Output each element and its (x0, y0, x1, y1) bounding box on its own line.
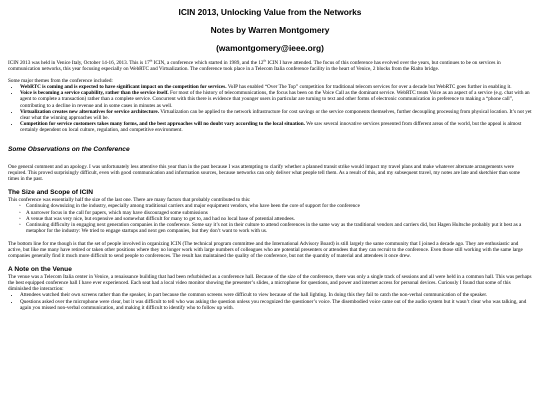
section-heading-venue: A Note on the Venue (8, 266, 72, 274)
list-item: ◦ Continuing difficulty in engaging next generation companies in the conference. Some say it’s not in their culture to attend conferences in the same way as the traditional vendors and carriers did, but Hagen Hultsche probably put it best as a metaphor for the industry: We tried to engage startups and next gen companies, but they don’t want to work with us. (26, 222, 532, 234)
email-line: (wamontgomery@ieee.org) (216, 43, 324, 53)
list-item: ◦ A narrower focus in the call for papers, which may have discouraged some submissions (26, 210, 532, 216)
list-item: • Attendees watched their own screens rather than the speaker, in part because the common screens were difficult to view because of the hall lighting. In doing this they fail to catch the non-verbal communication of the speaker. (20, 292, 532, 298)
themes-list (8, 84, 532, 133)
author-line: Notes by Warren Montgomery (210, 25, 330, 35)
intro-paragraph: ICIN 2013 was held in Venice Italy, October 14-16, 2013. This is 17th ICIN, a conference which started in 1989, and the 12th ICIN I have attended. The focus of this conference has evolved over the years, but continues to be on services in communication networks, this year focusing especially on WebRTC and Virtualization. The conference took place in a Telecom Italia conference facility in the heart of Venice, 2 blocks from the Rialto bridge. (8, 58, 501, 73)
observations-paragraph: One general comment and an apology. I was unfortunately less attentive this year than in the past because I was attempting to clarify whether a planned transit strike would impact my travel plans and make whatever alternate arrangements were required. This proved surprisingly difficult, even with good communication and information sources, because networks can only deliver what people tell them. As a result of this, and my subsequent travel, my notes are late and sketchier than some times in the past. (8, 164, 520, 183)
list-item: ◦ Continuing downsizing in the industry, especially among traditional carriers and major equipment vendors, who have been the core of support for the conference (26, 203, 532, 209)
size-scope-lead: This conference was essentially half the size of the last one. There are many factors that probably contributed to this: (8, 197, 251, 204)
size-scope-bottom-paragraph: The bottom line for me though is that the set of people involved in organizing ICIN (The technical program committee and the International Advisory Board) is still largely the same community that I joined a decade ago. They are enthusiastic and active, but like me many have retired or taken other positions where they no longer work with large numbers of colleagues who are potential presenters or attendees that they can recruit to the conference. Even those still working with the same large companies generally find it much more difficult to send people to conferences. The result has maintained the quality of the conference, but not the quantity of material and attendees it once drew. (8, 240, 523, 260)
themes-label: Some major themes from the conference included: (8, 78, 113, 85)
list-item: • WebRTC is coming and is expected to have significant impact on the competition for services. VoIP has enabled “Over The Top” competition for traditional telecom services for over a decade but WebRTC goes further in enabling it. (20, 84, 532, 90)
size-scope-list (8, 203, 532, 233)
list-item: • Voice is becoming a service capability, rather than the service itself. For most of the history of telecommunications, the focus has been on the Voice Call as the dominant service. WebRTC treats Voice as an aspect of a service (e.g. chat with an agent to complete a transaction) rather than a complete service. Concurrent with this there is evidence that younger users in particular are turning to text and other forms of electronic communication in preference to making a “phone call”, contributing to a decline in revenue and in some cases in minutes as well. (20, 90, 532, 108)
list-item: ◦ A venue that was very nice, but expensive and somewhat difficult for many to get to, and had no local base of potential attendees. (26, 216, 532, 222)
section-heading-size-scope: The Size and Scope of ICIN (8, 189, 93, 197)
list-item: • Questions asked over the microphone were clear, but it was difficult to tell who was asking the question unless you recognized the questioner’s voice. The disembodied voice came out of the audio system but it wasn’t clear who was talking, and again you missed non-verbal communication, and making it difficult to identify who to follow up with. (20, 299, 532, 311)
list-item: • Competition for service customers takes many forms, and the best approaches will no doubt vary according to the local situation. We saw several innovative services presented from different areas of the world, but the appeal is almost certainly dependent on local culture, regulation, and competitive environment. (20, 121, 532, 133)
venue-list (8, 292, 532, 310)
list-item: • Virtualization creates new alternatives for service architecture. Virtualization can be applied to the network infrastructure for cost savings or the service components themselves, further decoupling processing from physical location. It’s not yet clear what the winning approaches will be. (20, 109, 532, 121)
section-heading-observations: Some Observations on the Conference (8, 146, 130, 154)
document-title: ICIN 2013, Unlocking Value from the Networks (178, 7, 362, 17)
venue-paragraph: The venue was a Telecom Italia center in Venice, a renaissance building that had been refurbished as a conference hall. Because of the size of the conference, there was only a single track of sessions and all were held in a common hall. This was perhaps the best equipped conference hall I have ever experienced. Each seat had a local video monitor showing the presenter’s slides, a microphone for questions, and power and internet access for personal devices. Curiously I found that some of this diminished the interaction: (8, 274, 532, 293)
